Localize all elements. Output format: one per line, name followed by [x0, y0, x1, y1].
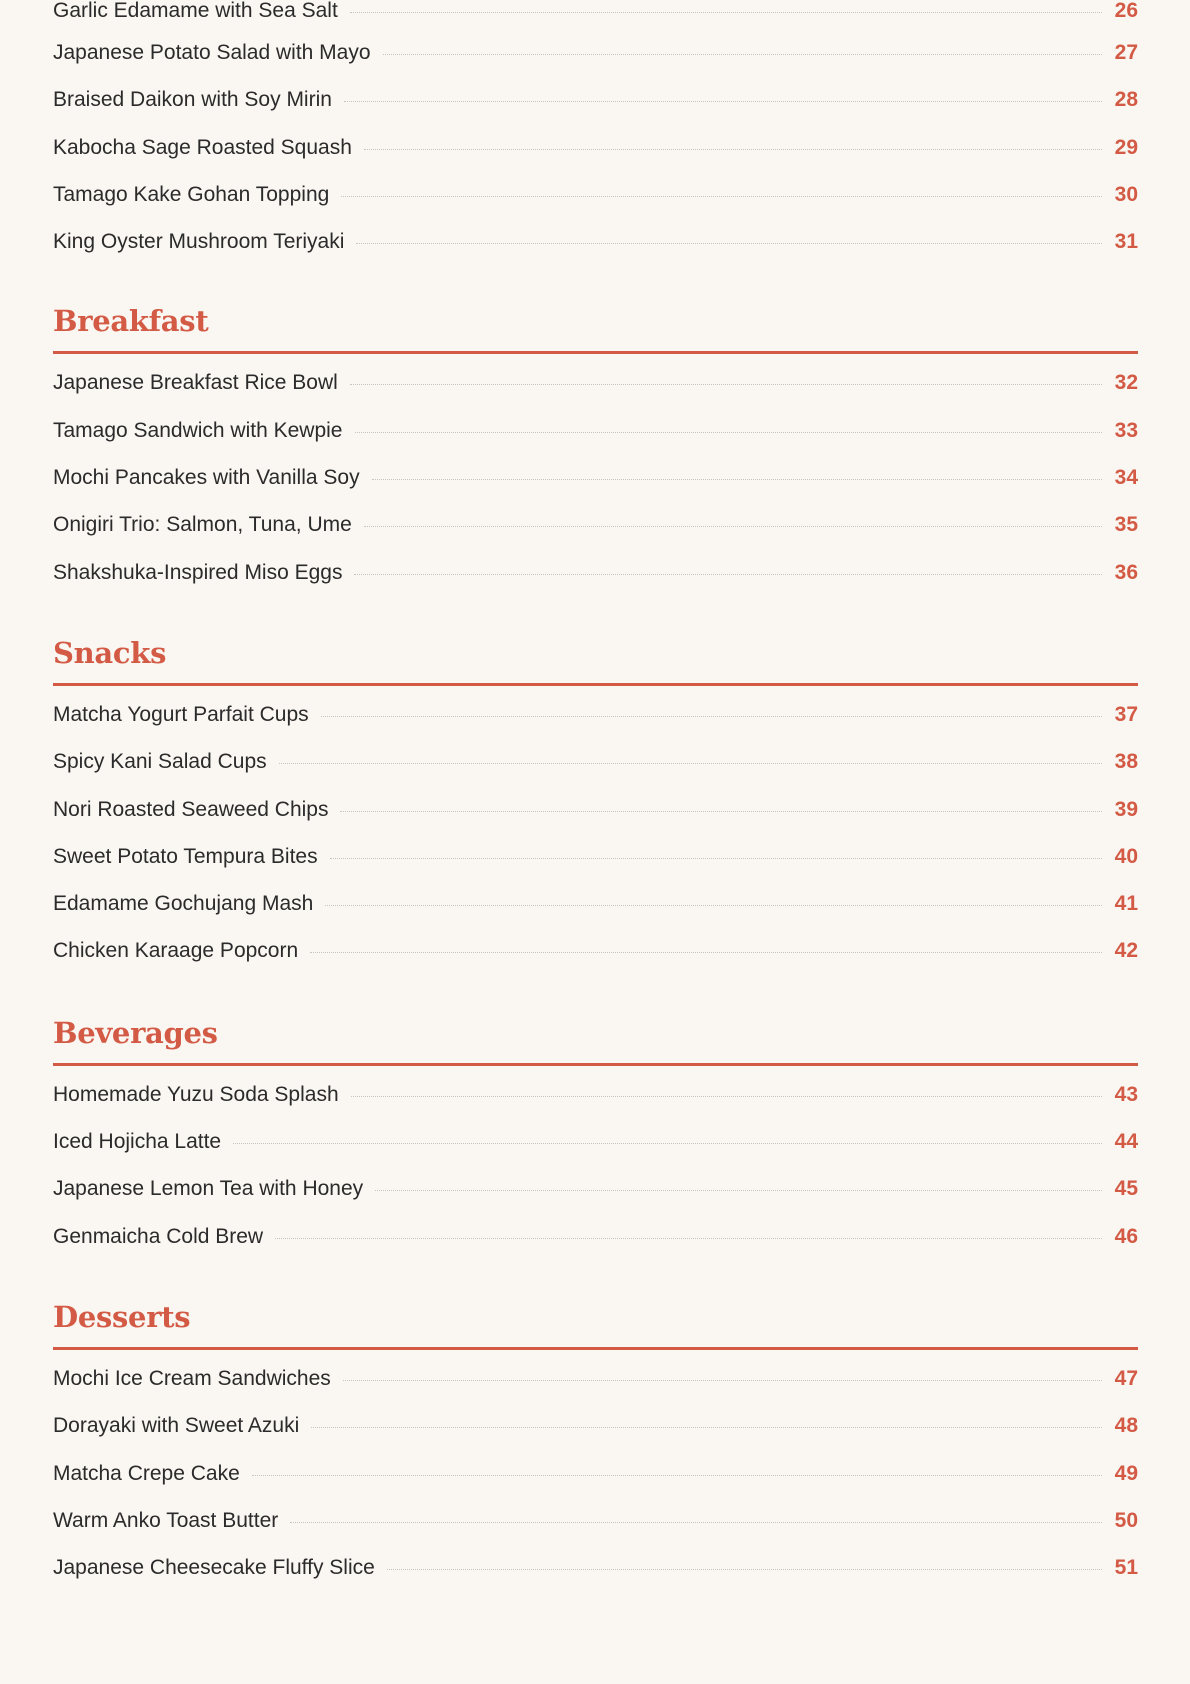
toc-entry-page-number: 34	[1114, 466, 1138, 490]
dotted-leader	[364, 148, 1102, 150]
dotted-leader	[252, 1474, 1102, 1476]
toc-entry[interactable]	[53, 1226, 1138, 1273]
toc-entry-title: Tamago Sandwich with Kewpie	[53, 418, 343, 442]
dotted-leader	[351, 1095, 1102, 1097]
dotted-leader	[343, 1379, 1102, 1381]
toc-entry-title: Shakshuka-Inspired Miso Eggs	[53, 560, 343, 584]
section-entry-list	[53, 704, 1138, 988]
dotted-leader	[321, 715, 1102, 717]
toc-entry-page-number: 39	[1114, 797, 1138, 821]
dotted-leader	[350, 383, 1102, 385]
toc-entry[interactable]	[53, 1084, 1138, 1131]
toc-entry-title: Edamame Gochujang Mash	[53, 892, 314, 916]
toc-continued-list	[53, 0, 1138, 278]
toc-entry-title: Japanese Breakfast Rice Bowl	[53, 371, 338, 395]
section-entry-list	[53, 372, 1138, 608]
toc-entry[interactable]	[53, 1557, 1138, 1604]
dotted-leader	[383, 53, 1102, 55]
toc-entry[interactable]	[53, 514, 1138, 561]
toc-entry[interactable]	[53, 704, 1138, 751]
dotted-leader	[310, 951, 1102, 953]
toc-entry[interactable]	[53, 799, 1138, 846]
toc-entry-title: Tamago Kake Gohan Topping	[53, 182, 330, 206]
toc-entry-page-number: 28	[1114, 88, 1138, 112]
toc-entry-title: Sweet Potato Tempura Bites	[53, 844, 318, 868]
toc-entry-title: Onigiri Trio: Salmon, Tuna, Ume	[53, 513, 352, 537]
toc-entry-page-number: 31	[1114, 230, 1138, 254]
toc-entry-page-number: 35	[1114, 513, 1138, 537]
toc-entry[interactable]	[53, 1415, 1138, 1462]
dotted-leader	[340, 810, 1102, 812]
toc-entry[interactable]	[53, 467, 1138, 514]
dotted-leader	[279, 762, 1102, 764]
dotted-leader	[275, 1237, 1102, 1239]
toc-entry[interactable]	[53, 1463, 1138, 1510]
dotted-leader	[372, 478, 1102, 480]
toc-entry-page-number: 48	[1114, 1414, 1138, 1438]
toc-entry-page-number: 47	[1114, 1366, 1138, 1390]
toc-entry-page-number: 50	[1114, 1508, 1138, 1532]
toc-entry[interactable]	[53, 42, 1138, 89]
dotted-leader	[325, 904, 1102, 906]
toc-entry-page-number: 29	[1114, 135, 1138, 159]
toc-entry[interactable]	[53, 1368, 1138, 1415]
dotted-leader	[356, 242, 1102, 244]
dotted-leader	[341, 195, 1102, 197]
toc-section	[53, 636, 1138, 988]
toc-entry-title: Homemade Yuzu Soda Splash	[53, 1082, 339, 1106]
toc-entry-page-number: 40	[1114, 844, 1138, 868]
toc-entry[interactable]	[53, 0, 1138, 42]
toc-entry-title: Genmaicha Cold Brew	[53, 1224, 264, 1248]
toc-entry-page-number: 32	[1114, 371, 1138, 395]
dotted-leader	[330, 857, 1102, 859]
toc-entry-page-number: 36	[1114, 560, 1138, 584]
toc-entry[interactable]	[53, 137, 1138, 184]
dotted-leader	[350, 11, 1102, 13]
toc-entry[interactable]	[53, 1510, 1138, 1557]
section-entry-list	[53, 1084, 1138, 1273]
toc-entry-page-number: 33	[1114, 418, 1138, 442]
toc-entry-page-number: 46	[1114, 1224, 1138, 1248]
toc-entry-page-number: 41	[1114, 892, 1138, 916]
toc-section	[53, 304, 1138, 608]
toc-sections	[53, 304, 1138, 1604]
toc-entry[interactable]	[53, 231, 1138, 278]
dotted-leader	[233, 1142, 1102, 1144]
toc-entry-page-number: 45	[1114, 1177, 1138, 1201]
toc-entry-page-number: 44	[1114, 1130, 1138, 1154]
section-heading: Breakfast	[53, 304, 1138, 354]
toc-entry[interactable]	[53, 751, 1138, 798]
toc-entry-title: Spicy Kani Salad Cups	[53, 750, 267, 774]
dotted-leader	[355, 431, 1103, 433]
section-heading: Snacks	[53, 636, 1138, 686]
toc-entry[interactable]	[53, 562, 1138, 609]
toc-entry[interactable]	[53, 893, 1138, 940]
dotted-leader	[344, 100, 1102, 102]
toc-entry[interactable]	[53, 420, 1138, 467]
toc-entry-title: Japanese Potato Salad with Mayo	[53, 41, 371, 64]
dotted-leader	[354, 573, 1102, 575]
toc-entry-page-number: 43	[1114, 1082, 1138, 1106]
toc-entry-title: Garlic Edamame with Sea Salt	[53, 0, 338, 22]
toc-entry-page-number: 27	[1114, 41, 1138, 64]
section-heading: Beverages	[53, 1016, 1138, 1066]
toc-entry-title: Chicken Karaage Popcorn	[53, 939, 299, 963]
toc-entry-title: Kabocha Sage Roasted Squash	[53, 135, 352, 159]
toc-entry-page-number: 42	[1114, 939, 1138, 963]
toc-entry-page-number: 51	[1114, 1556, 1138, 1580]
dotted-leader	[290, 1521, 1102, 1523]
section-heading: Desserts	[53, 1300, 1138, 1350]
toc-entry-page-number: 38	[1114, 750, 1138, 774]
toc-entry-page-number: 49	[1114, 1461, 1138, 1485]
toc-entry-title: Nori Roasted Seaweed Chips	[53, 797, 329, 821]
toc-entry-title: Matcha Crepe Cake	[53, 1461, 240, 1485]
toc-entry-title: Mochi Pancakes with Vanilla Soy	[53, 466, 360, 490]
toc-entry-title: Japanese Lemon Tea with Honey	[53, 1177, 364, 1201]
toc-entry-title: Mochi Ice Cream Sandwiches	[53, 1366, 331, 1390]
toc-entry[interactable]	[53, 1131, 1138, 1178]
dotted-leader	[364, 525, 1102, 527]
toc-entry-title: King Oyster Mushroom Teriyaki	[53, 230, 345, 254]
toc-entry[interactable]	[53, 1178, 1138, 1225]
toc-entry-title: Matcha Yogurt Parfait Cups	[53, 702, 309, 726]
toc-entry[interactable]	[53, 372, 1138, 419]
dotted-leader	[387, 1568, 1102, 1570]
toc-entry[interactable]	[53, 940, 1138, 987]
toc-entry[interactable]	[53, 89, 1138, 136]
dotted-leader	[375, 1189, 1102, 1191]
section-entry-list	[53, 1368, 1138, 1604]
toc-entry-title: Iced Hojicha Latte	[53, 1130, 222, 1154]
toc-entry-page-number: 26	[1114, 0, 1138, 22]
toc-entry-title: Dorayaki with Sweet Azuki	[53, 1414, 300, 1438]
toc-section	[53, 1300, 1138, 1604]
toc-entry-page-number: 37	[1114, 702, 1138, 726]
dotted-leader	[311, 1426, 1102, 1428]
toc-entry-page-number: 30	[1114, 182, 1138, 206]
toc-entry[interactable]	[53, 846, 1138, 893]
toc-section	[53, 1016, 1138, 1273]
toc-entry-title: Braised Daikon with Soy Mirin	[53, 88, 332, 112]
toc-entry[interactable]	[53, 184, 1138, 231]
toc-entry-title: Warm Anko Toast Butter	[53, 1508, 279, 1532]
toc-entry-title: Japanese Cheesecake Fluffy Slice	[53, 1556, 375, 1580]
